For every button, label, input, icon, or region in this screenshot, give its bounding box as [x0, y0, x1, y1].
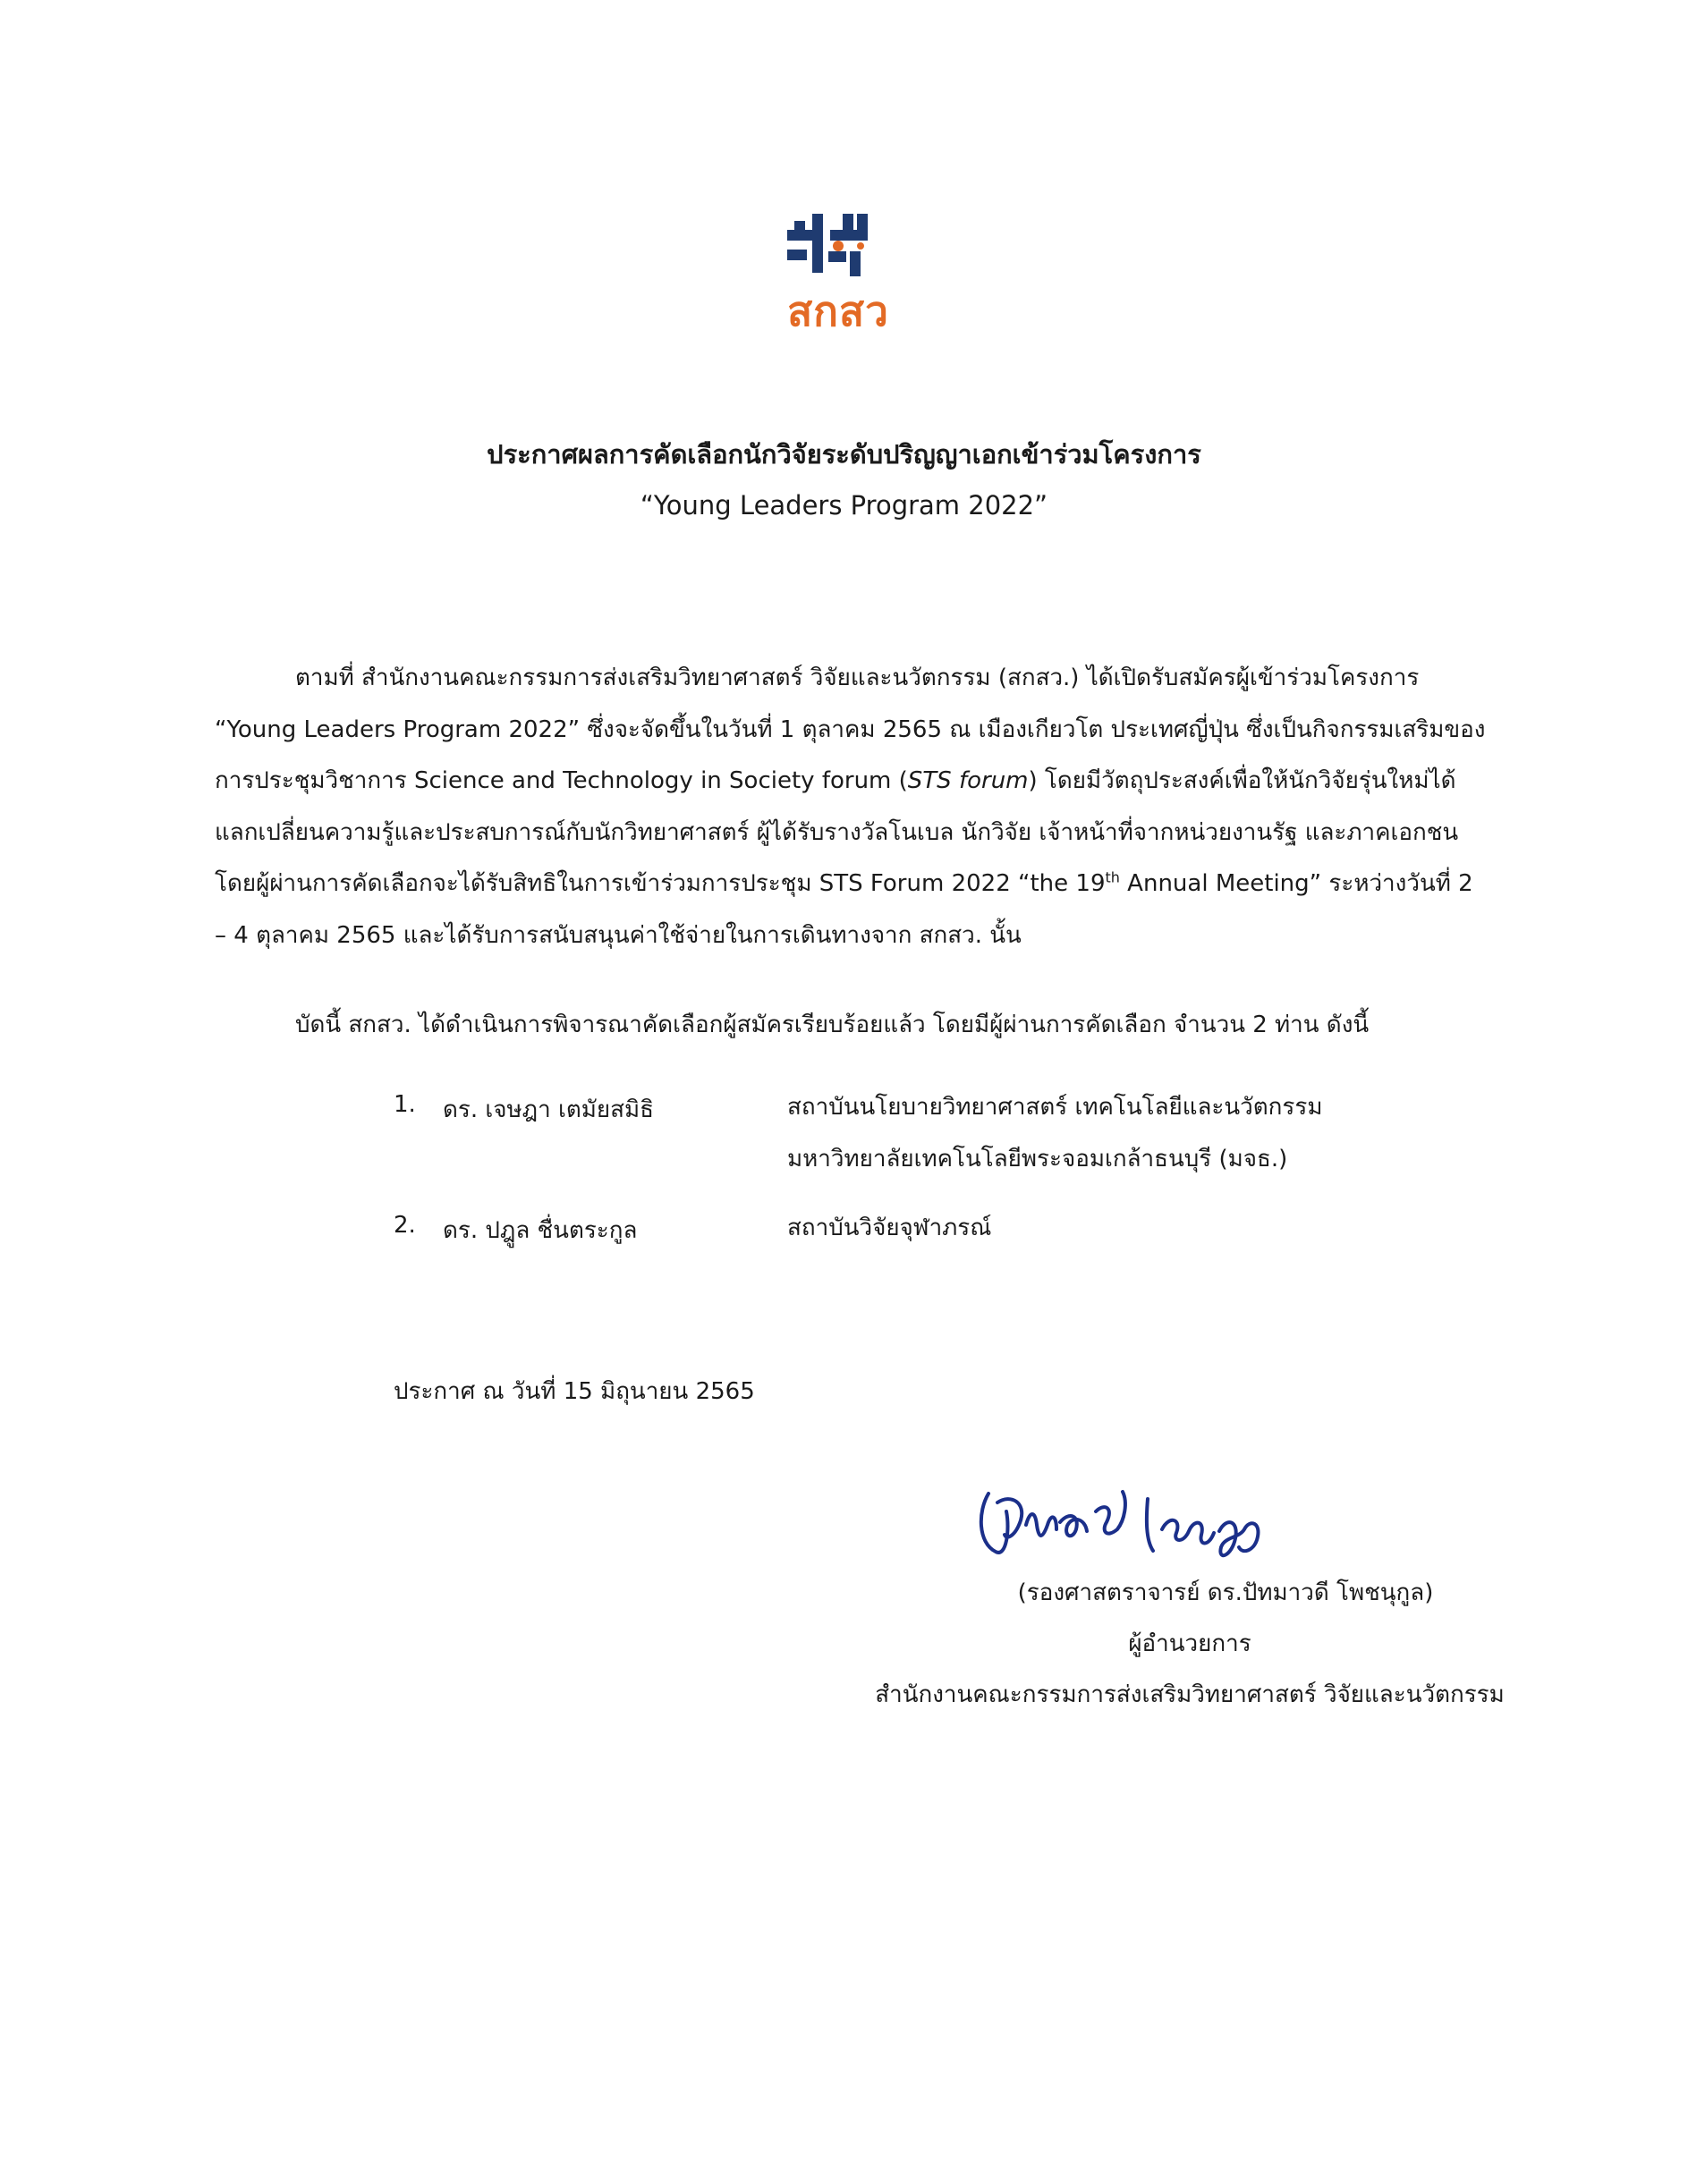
- intro-line-3a: การประชุมวิชาการ Science and Technology in Society forum (: [215, 767, 908, 794]
- list-item-name: ดร. เจษฎา เตมัยสมิธิ: [443, 1096, 654, 1123]
- intro-line-3: [215, 756, 1494, 808]
- list-item-number: 2.: [394, 1212, 416, 1239]
- ordinal-suffix: th: [1105, 868, 1120, 886]
- selected-list: [394, 1091, 1467, 1333]
- signature-block: [787, 1568, 1592, 1721]
- announcement-date: ประกาศ ณ วันที่ 15 มิถุนายน 2565: [394, 1378, 755, 1405]
- intro-line-1: ตามที่ สำนักงานคณะกรรมการส่งเสริมวิทยาศาสตร์ วิจัยและนวัตกรรม (สกสว.) ได้เปิดรับสมัครผู้เข้าร่วมโครงการ: [295, 665, 1420, 691]
- intro-line-5: [215, 859, 1494, 910]
- org-line-1: สถาบันนโยบายวิทยาศาสตร์ เทคโนโลยีและนวัตกรรม: [787, 1094, 1323, 1121]
- intro-line-6: – 4 ตุลาคม 2565 และได้รับการสนับสนุนค่าใช้จ่ายในการเดินทางจาก สกสว. นั้น: [215, 921, 1022, 949]
- announcement-title: ประกาศผลการคัดเลือกนักวิจัยระดับปริญญาเอกเข้าร่วมโครงการ: [487, 439, 1201, 470]
- list-item: [394, 1212, 1467, 1333]
- list-item-organization: [787, 1202, 991, 1254]
- sts-forum-italic: STS forum: [907, 767, 1029, 794]
- list-item-number: 1.: [394, 1091, 416, 1118]
- handwritten-signature: [971, 1476, 1328, 1574]
- signatory-organization: สำนักงานคณะกรรมการส่งเสริมวิทยาศาสตร์ วิจัยและนวัตกรรม: [875, 1681, 1505, 1708]
- intro-line-3b: ) โดยมีวัตถุประสงค์เพื่อให้นักวิจัยรุ่นใหม่ได้: [1028, 767, 1456, 794]
- org-line-1: สถาบันวิจัยจุฬาภรณ์: [787, 1215, 992, 1241]
- list-item: [394, 1091, 1467, 1212]
- tsri-logo-text: สกสว: [787, 287, 889, 335]
- list-item-organization: [787, 1081, 1322, 1185]
- signatory-position: ผู้อำนวยการ: [1128, 1630, 1251, 1657]
- org-line-2: มหาวิทยาลัยเทคโนโลยีพระจอมเกล้าธนบุรี (มจธ.): [787, 1146, 1288, 1172]
- program-title: “Young Leaders Program 2022”: [640, 490, 1048, 521]
- intro-line-4: แลกเปลี่ยนความรู้และประสบการณ์กับนักวิทยาศาสตร์ ผู้ได้รับรางวัลโนเบล นักวิจัย เจ้าหน้าที่จากหน่วยงานรัฐ และภาคเอกชน: [215, 818, 1459, 846]
- intro-line-2: “Young Leaders Program 2022” ซึ่งจะจัดขึ้นในวันที่ 1 ตุลาคม 2565 ณ เมืองเกียวโต ประเทศญี่ปุ่น ซึ่งเป็นกิจกรรมเสริมของ: [215, 715, 1486, 743]
- intro-paragraph: [215, 653, 1494, 961]
- result-paragraph: บัดนี้ สกสว. ได้ดำเนินการพิจารณาคัดเลือกผู้สมัครเรียบร้อยแล้ว โดยมีผู้ผ่านการคัดเลือก จำนวน 2 ท่าน ดังนี้: [295, 1012, 1370, 1038]
- signatory-name: (รองศาสตราจารย์ ดร.ปัทมาวดี โพชนุกูล): [1017, 1579, 1434, 1606]
- intro-line-5a: โดยผู้ผ่านการคัดเลือกจะได้รับสิทธิในการเข้าร่วมการประชุม STS Forum 2022 “the 19: [215, 870, 1106, 897]
- list-item-name: ดร. ปฎูล ชื่นตระกูล: [443, 1217, 638, 1244]
- intro-line-5b: Annual Meeting” ระหว่างวันที่ 2: [1119, 870, 1473, 897]
